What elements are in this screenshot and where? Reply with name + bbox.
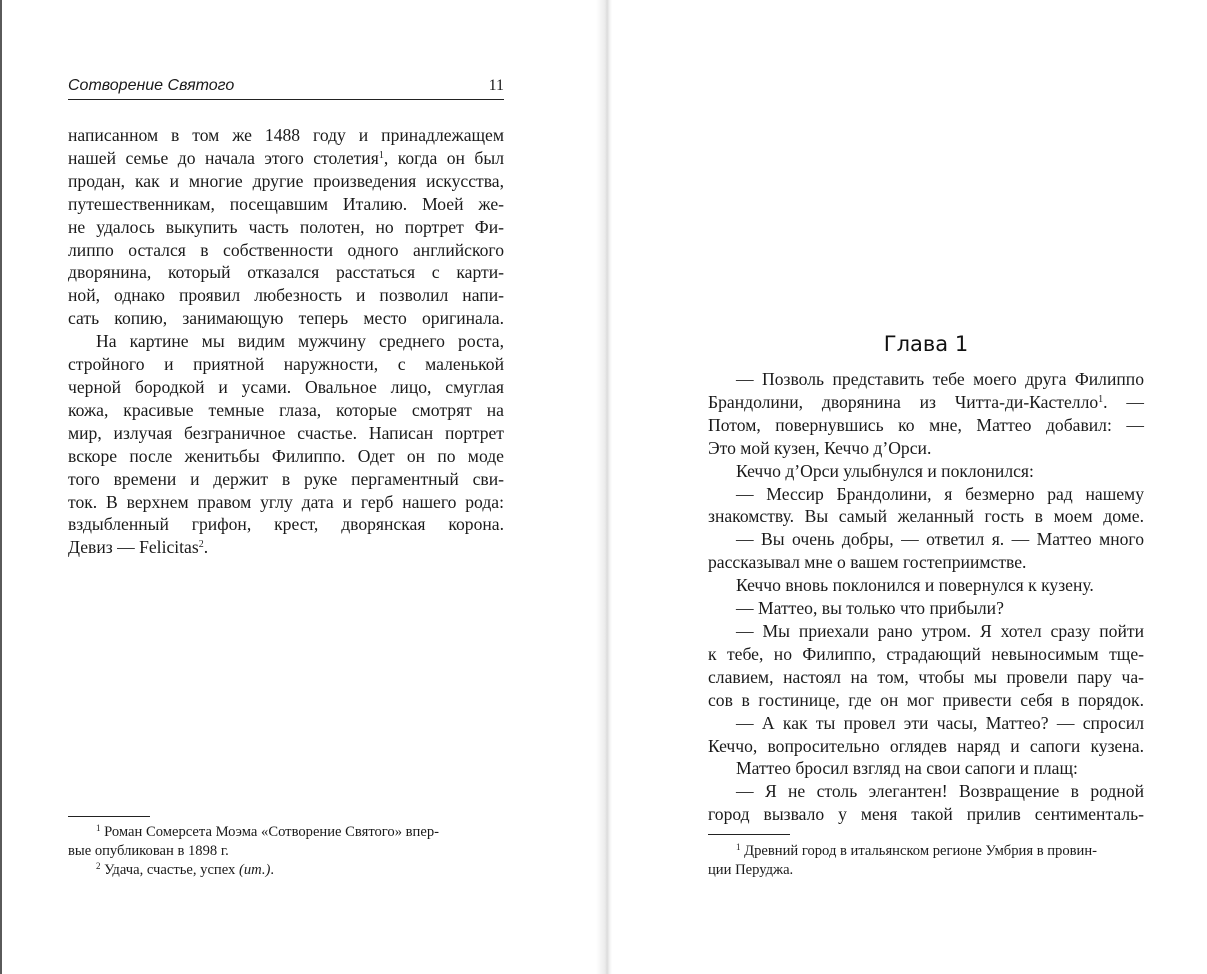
left-body-text (68, 124, 504, 559)
text-line: дворянина, который отказался расстаться с карти- (68, 262, 504, 283)
footnotes (708, 842, 1144, 880)
text-line: — А как ты провел эти часы, Маттео? — спросил (736, 712, 1144, 733)
footnotes (68, 823, 504, 881)
text-line: стройного и приятной наружности, с маленькой (68, 354, 504, 375)
running-title: Сотворение Святого (68, 77, 235, 94)
text-line: — Я не столь элегантен! Возвращение в родной (736, 781, 1144, 802)
text-line: — Позволь представить тебе моего друга Филиппо (736, 369, 1144, 389)
text-line: мир, излучая безграничное счастье. Написан портрет (68, 422, 504, 443)
text-line: — Мы приехали рано утром. Я хотел сразу пойти (736, 620, 1144, 641)
text-line: сать копию, занимающую теперь место оригинала. (68, 308, 504, 329)
text-line: вздыбленный грифон, крест, дворянская корона. (68, 514, 504, 535)
running-head (68, 76, 504, 100)
text-line: Маттео бросил взгляд на свои сапоги и плащ: (736, 758, 1078, 779)
footnote-ref: 2 (198, 539, 204, 551)
footnote-line: $^2$ Удача, счастье, успех (ит.). (96, 861, 275, 879)
footnote-line: $^1$ Древний город в итальянском регионе Умбрия в провин- (736, 842, 1098, 859)
text-line: — Мессир Брандолини, я безмерно рад нашему (736, 483, 1144, 504)
text-line: Это мой кузен, Кеччо д’Орси. (708, 437, 932, 458)
footnote-rule (68, 816, 150, 817)
text-line: липпо остался в собственности одного английского (68, 239, 504, 260)
text-line: кожа, красивые темные глаза, которые смотрят на (68, 399, 504, 420)
text-line: Кеччо вновь поклонился и повернулся к кузену. (736, 575, 1094, 596)
footnote-rule (708, 834, 790, 835)
text-line: Кеччо, вопросительно оглядев наряд и сапоги кузена. (708, 735, 1144, 756)
text-line: к тебе, но Филиппо, страдающий невыносимым тще- (708, 643, 1144, 664)
text-line: того времени и держит в руке пергаментный сви- (68, 468, 504, 489)
text-line: продан, как и многие другие произведения искусства, (68, 170, 504, 191)
footnote-line: вые опубликован в 1898 г. (68, 843, 229, 860)
text-line: славием, настоял на том, чтобы мы провели пару ча- (708, 666, 1144, 687)
text-line: Брандолини, дворянина из Читта-ди-Кастелло$^1$. — (708, 391, 1144, 412)
text-line: знакомству. Вы самый желанный гость в моем доме. (708, 506, 1144, 527)
text-line: Потом, повернувшись ко мне, Маттео добавил: — (708, 414, 1144, 435)
text-line: путешественникам, посещавшим Италию. Моей же- (68, 193, 504, 214)
page-number: 11 (488, 77, 504, 94)
text-line: вскоре после женитьбы Филиппо. Одет он по моде (68, 445, 504, 466)
footnote-ref: 1 (1098, 393, 1104, 405)
chapter-title: Глава 1 (883, 332, 969, 356)
text-line: написанном в том же 1488 году и принадлежащем (68, 125, 504, 145)
text-line: сов в гостинице, где он мог привести себя в порядок. (708, 689, 1144, 710)
footnote-ref: 1 (378, 149, 384, 161)
right-body-text (708, 368, 1144, 826)
text-line: Девиз — Felicitas$^2$. (68, 537, 209, 558)
text-line: нашей семье до начала этого столетия$^1$, когда он был (68, 147, 504, 168)
text-line: ток. В верхнем правом углу дата и герб нашего рода: (68, 491, 504, 512)
footnote-line: ции Перуджа. (708, 862, 794, 879)
text-line: Кеччо д’Орси улыбнулся и поклонился: (736, 460, 1034, 481)
footnote-line: $^1$ Роман Сомерсета Моэма «Сотворение Святого» впер- (96, 823, 439, 840)
text-line: — Вы очень добры, — ответил я. — Маттео много (736, 529, 1144, 550)
text-line: черной бородкой и усами. Овальное лицо, смуглая (68, 376, 504, 397)
text-line: рассказывал мне о вашем гостеприимстве. (708, 552, 1027, 573)
left-border (0, 0, 2, 974)
text-line: ной, однако проявил любезность и позволил напи- (68, 285, 504, 306)
text-line: На картине мы видим мужчину среднего роста, (96, 331, 504, 352)
text-line: — Маттео, вы только что прибыли? (736, 598, 1004, 619)
text-line: не удалось выкупить часть полотен, но портрет Фи- (68, 216, 504, 237)
book-gutter (596, 0, 612, 974)
text-line: город вызвало у меня такой прилив сентименталь- (708, 804, 1144, 825)
